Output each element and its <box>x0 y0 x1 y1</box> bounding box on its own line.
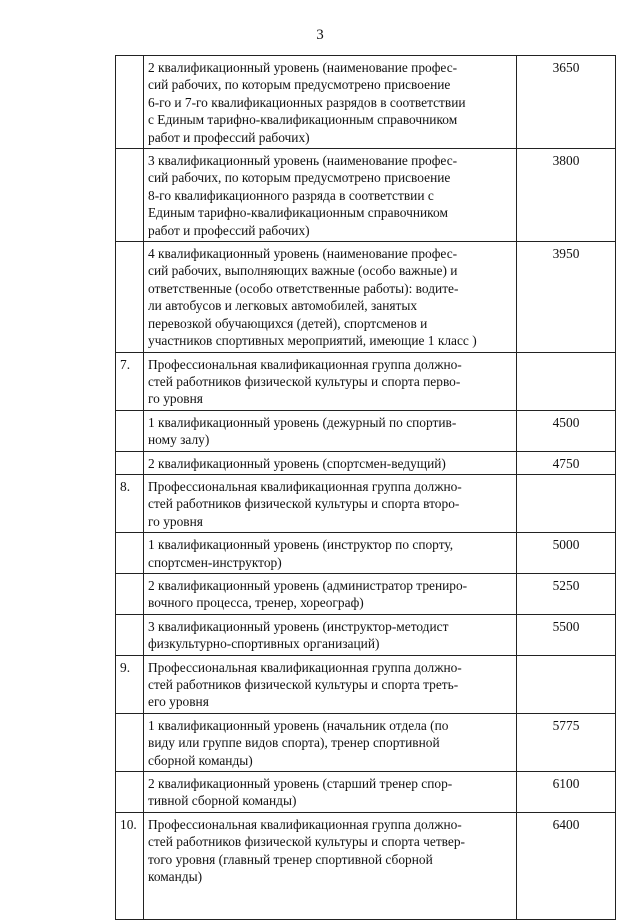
salary-amount: 4750 <box>517 451 616 474</box>
qualification-description: Профессиональная квалификационная группа должно- стей работников физической культуры и спорта треть- его уровня <box>144 655 517 713</box>
row-number: 10. <box>116 812 144 920</box>
salary-amount: 6400 <box>517 812 616 920</box>
salary-amount: 3800 <box>517 149 616 242</box>
salary-table <box>115 55 616 920</box>
salary-amount: 5775 <box>517 713 616 771</box>
row-number <box>116 533 144 574</box>
salary-amount: 5250 <box>517 573 616 614</box>
row-number <box>116 451 144 474</box>
row-number: 8. <box>116 474 144 532</box>
table-row <box>116 533 616 574</box>
table-row <box>116 410 616 451</box>
qualification-description: 2 квалификационный уровень (наименование профес- сий рабочих, по которым предусмотрено присвоение 6-го и 7-го квалификационных разрядов в соответствии с Единым тарифно-квалификационным справочником работ и профессий рабочих) <box>144 56 517 149</box>
salary-amount: 3650 <box>517 56 616 149</box>
table-row <box>116 772 616 813</box>
qualification-description: 1 квалификационный уровень (дежурный по спортив- ному залу) <box>144 410 517 451</box>
table-row <box>116 451 616 474</box>
table-row <box>116 149 616 242</box>
qualification-description: 2 квалификационный уровень (администратор трениро- вочного процесса, тренер, хореограф) <box>144 573 517 614</box>
salary-amount <box>517 474 616 532</box>
qualification-description: 3 квалификационный уровень (наименование профес- сий рабочих, по которым предусмотрено присвоение 8-го квалификационного разряда в соответствии с Единым тарифно-квалификационным справочником работ и профессий рабочих) <box>144 149 517 242</box>
salary-amount: 3950 <box>517 242 616 352</box>
row-number <box>116 573 144 614</box>
row-number <box>116 410 144 451</box>
salary-amount: 5000 <box>517 533 616 574</box>
table-row <box>116 713 616 771</box>
table-row <box>116 242 616 352</box>
qualification-description: 2 квалификационный уровень (спортсмен-ведущий) <box>144 451 517 474</box>
qualification-description: Профессиональная квалификационная группа должно- стей работников физической культуры и спорта четвер- того уровня (главный тренер спортивной сборной команды) <box>144 812 517 920</box>
salary-amount <box>517 655 616 713</box>
salary-amount <box>517 352 616 410</box>
table-row <box>116 812 616 920</box>
qualification-description: Профессиональная квалификационная группа должно- стей работников физической культуры и спорта второ- го уровня <box>144 474 517 532</box>
row-number <box>116 56 144 149</box>
salary-amount: 5500 <box>517 614 616 655</box>
qualification-description: 1 квалификационный уровень (инструктор по спорту, спортсмен-инструктор) <box>144 533 517 574</box>
row-number: 7. <box>116 352 144 410</box>
qualification-description: 3 квалификационный уровень (инструктор-методист физкультурно-спортивных организаций) <box>144 614 517 655</box>
qualification-description: Профессиональная квалификационная группа должно- стей работников физической культуры и спорта перво- го уровня <box>144 352 517 410</box>
row-number <box>116 614 144 655</box>
table-row <box>116 655 616 713</box>
table-row <box>116 614 616 655</box>
qualification-description: 2 квалификационный уровень (старший тренер спор- тивной сборной команды) <box>144 772 517 813</box>
qualification-description: 1 квалификационный уровень (начальник отдела (по виду или группе видов спорта), тренер спортивной сборной команды) <box>144 713 517 771</box>
row-number <box>116 149 144 242</box>
table-row <box>116 474 616 532</box>
salary-amount: 6100 <box>517 772 616 813</box>
salary-amount: 4500 <box>517 410 616 451</box>
row-number <box>116 772 144 813</box>
page-number: 3 <box>316 27 324 43</box>
row-number <box>116 242 144 352</box>
row-number <box>116 713 144 771</box>
table-row <box>116 352 616 410</box>
row-number: 9. <box>116 655 144 713</box>
salary-table-body <box>116 56 616 920</box>
table-row <box>116 573 616 614</box>
qualification-description: 4 квалификационный уровень (наименование профес- сий рабочих, выполняющих важные (особо важные) и ответственные (особо ответственные работы): водите- ли автобусов и легковых автомобилей, занятых перевозкой обучающихся (детей), спортсменов и участников спортивных мероприятий, имеющие 1 класс ) <box>144 242 517 352</box>
table-row <box>116 56 616 149</box>
